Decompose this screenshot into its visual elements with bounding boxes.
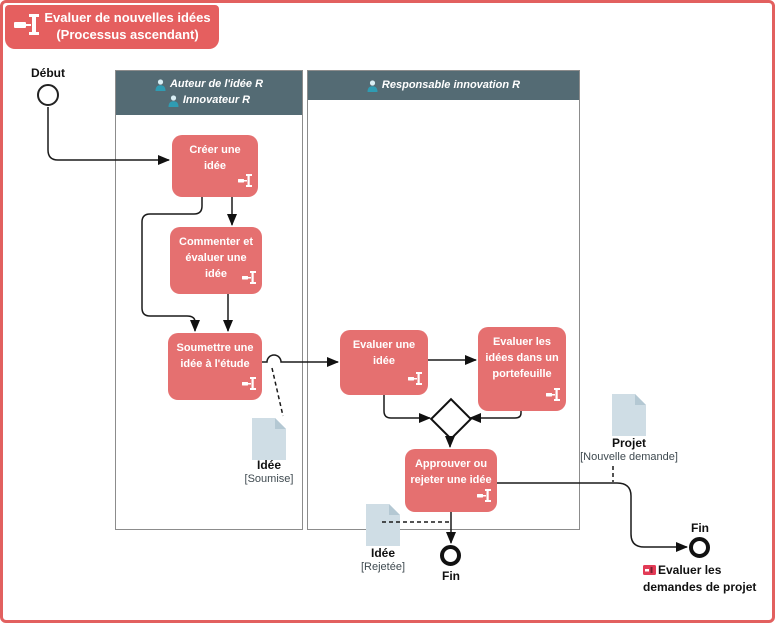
end-event-label: Fin	[442, 569, 460, 583]
start-event-label: Début	[31, 66, 65, 80]
start-event[interactable]	[37, 84, 59, 106]
subprocess-icon	[546, 388, 560, 407]
document-icon	[612, 394, 646, 436]
task-creer-idee[interactable]: Créer une idée	[172, 135, 258, 197]
document-icon	[366, 504, 400, 546]
person-icon	[155, 79, 166, 91]
task-evaluer-portefeuille[interactable]: Evaluer les idées dans un portefeuille	[478, 327, 566, 411]
person-icon	[168, 95, 179, 107]
document-label: Idée [Rejetée]	[360, 546, 406, 573]
process-chain-icon	[14, 13, 40, 41]
document-projet[interactable]	[612, 394, 646, 441]
subprocess-icon	[242, 271, 256, 290]
lane-author-header[interactable]	[116, 71, 302, 115]
subprocess-icon	[238, 174, 252, 193]
lane-role: Responsable innovation R	[381, 78, 521, 91]
end-event-right[interactable]	[689, 537, 710, 558]
process-title: Evaluer de nouvelles idées (Processus ascendant)	[44, 10, 211, 42]
process-title-box[interactable]	[5, 5, 219, 49]
task-commenter-evaluer[interactable]: Commenter et évaluer une idée	[170, 227, 262, 294]
document-idee-rejetee[interactable]	[366, 504, 400, 551]
document-label: Idée [Soumise]	[244, 458, 294, 485]
document-icon	[252, 418, 286, 460]
end-event-label: Fin	[691, 521, 709, 535]
linked-process-label: Evaluer les demandes de projet	[643, 563, 757, 595]
lane-role: Auteur de l'idée R	[169, 78, 264, 91]
task-approuver-rejeter[interactable]: Approuver ou rejeter une idée	[405, 449, 497, 512]
linked-model-icon	[643, 563, 656, 579]
subprocess-icon	[477, 489, 491, 508]
task-evaluer-idee[interactable]: Evaluer une idée	[340, 330, 428, 395]
subprocess-icon	[242, 377, 256, 396]
task-soumettre-idee[interactable]: Soumettre une idée à l'étude	[168, 333, 262, 400]
lane-innovation-manager-header[interactable]	[308, 71, 579, 100]
person-icon	[367, 80, 378, 92]
lane-role: Innovateur R	[182, 94, 251, 106]
linked-process-evaluer-demandes[interactable]	[643, 562, 769, 595]
subprocess-icon	[408, 372, 422, 391]
document-label: Projet [Nouvelle demande]	[580, 436, 678, 463]
